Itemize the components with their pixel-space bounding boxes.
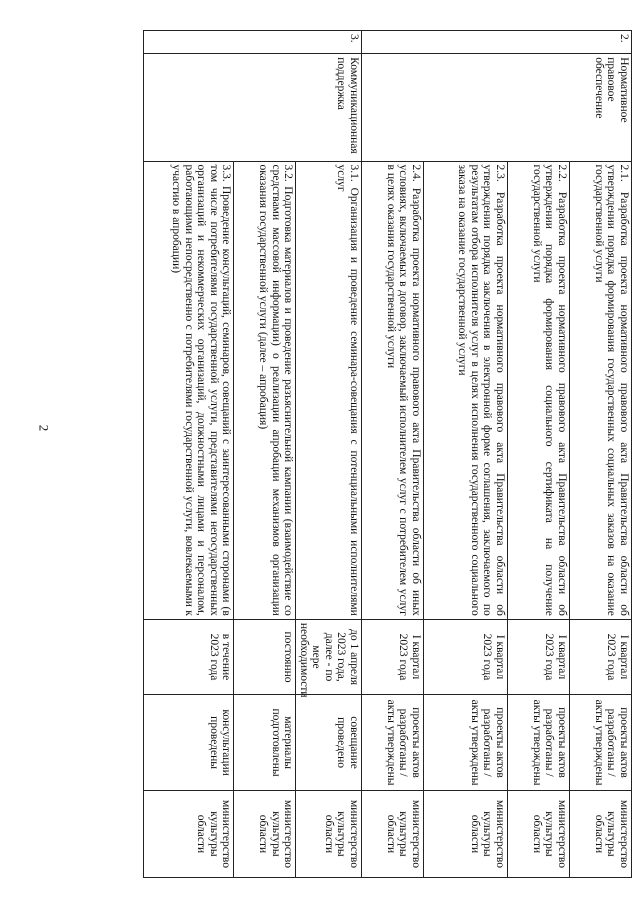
- action-cell: 3.3. Проведение консультаций, семинаров, совещаний с заинтересованными сторонами (в том числе потребителями государственной услуги, представителями негосударственных организаций и некоммерческих организаций, должностными лицами и персоналом, работающими непосредственно с потребителями государственной услуги, вовлекаемыми к участию в апробации): [144, 161, 234, 619]
- term-cell: I квартал 2023 года: [362, 619, 424, 694]
- action-cell: 2.4. Разработка проекта нормативного правового акта Правительства области об иных условиях, включаемых в договор, заключаемый исполнителем услуг с потребителем услуг в целях оказания государственной услуги: [362, 161, 424, 619]
- result-cell: материалы подготовлены: [234, 695, 296, 791]
- term-cell: в течение 2023 года: [144, 619, 234, 694]
- result-cell: проекты актов разработаны / акты утверждены: [508, 695, 570, 791]
- term-cell: I квартал 2023 года: [570, 619, 632, 694]
- plan-table: [144, 30, 633, 878]
- action-cell: 2.2. Разработка проекта нормативного правового акта Правительства области об утверждении порядка формирования социального сертификата на получение государственной услуги: [508, 161, 570, 619]
- row-number: 3.: [144, 31, 362, 54]
- result-cell: консультации проведены: [144, 695, 234, 791]
- responsible-cell: министерство культуры области: [144, 790, 234, 877]
- direction-cell: Коммуникационная поддержка: [144, 54, 362, 161]
- result-cell: проекты актов разработаны / акты утверждены: [570, 695, 632, 791]
- term-cell: I квартал 2023 года: [508, 619, 570, 694]
- action-cell: 3.1. Организация и проведение семинара-совещания с потенциальными исполнителями услуг: [296, 161, 362, 619]
- responsible-cell: министерство культуры области: [508, 790, 570, 877]
- term-cell: постоянно: [234, 619, 296, 694]
- term-cell: до 1 апреля 2023 года, далее - по мере необходимости: [296, 619, 362, 694]
- result-cell: совещание проведено: [296, 695, 362, 791]
- responsible-cell: министерство культуры области: [234, 790, 296, 877]
- result-cell: проекты актов разработаны / акты утверждены: [362, 695, 424, 791]
- responsible-cell: министерство культуры области: [362, 790, 424, 877]
- table-row: [570, 31, 632, 878]
- action-cell: 2.3. Разработка проекта нормативного правового акта Правительства области об утверждении порядка заключения в электронной форме соглашения, заключаемого по результатам отбора исполнителя услуг в целях исполнения государственного социального заказа на оказание государственной услуги: [424, 161, 508, 619]
- responsible-cell: министерство культуры области: [424, 790, 508, 877]
- table-row: [296, 31, 362, 878]
- term-cell: I квартал 2023 года: [424, 619, 508, 694]
- plan-table-sheet: [82, 30, 632, 905]
- action-cell: 3.2. Подготовка материалов и проведение разъяснительной кампании (взаимодействие со средствами массовой информации) о реализации апробации механизмов организации оказания государственной услуги (далее – апробация): [234, 161, 296, 619]
- responsible-cell: министерство культуры области: [296, 790, 362, 877]
- direction-cell: Нормативное правовое обеспечение: [362, 54, 632, 161]
- result-cell: проекты актов разработаны / акты утверждены: [424, 695, 508, 791]
- responsible-cell: министерство культуры области: [570, 790, 632, 877]
- row-number: 2.: [362, 31, 632, 54]
- action-cell: 2.1. Разработка проекта нормативного правового акта Правительства области об утверждении порядка формирования государственных социальных заказов на оказание государственной услуги: [570, 161, 632, 619]
- page-number: 2: [36, 424, 52, 432]
